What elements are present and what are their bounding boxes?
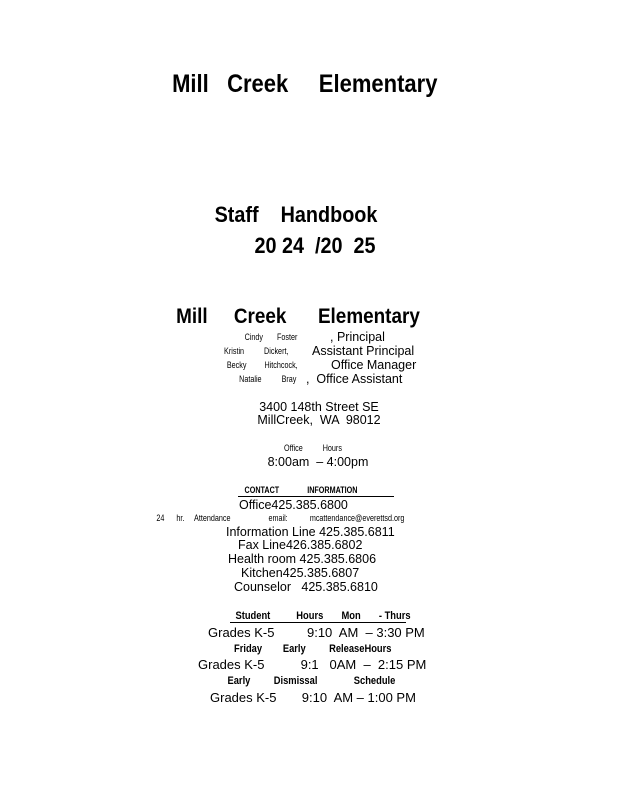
student-hours: Grades K-5 9:10 AM – 3:30 PM [208,625,425,640]
cover-school-name: Mill Creek Elementary [171,70,438,98]
info-school-name: Mill Creek Elementary [176,305,420,328]
contact-counselor: Counselor 425.385.6810 [234,580,378,594]
attendance-email: mcattendance@everettsd.org [309,513,405,523]
office-hours: 8:00am – 4:00pm [267,455,369,469]
contact-header: CONTACT INFORMATION [244,485,358,495]
handbook-title: Staff Handbook [214,202,378,227]
staff-name: Kristin Dickert, [224,346,289,356]
dismissal-header: Early Dismissal Schedule [227,675,396,687]
address-line2: MillCreek, WA 98012 [257,413,381,427]
office-hours-label: Office Hours [284,443,342,453]
friday-hours: Grades K-5 9:1 0AM – 2:15 PM [198,657,427,672]
contact-header-underline [238,496,394,497]
contact-information-line: Information Line 425.385.6811 [226,525,395,539]
contact-office: Office425.385.6800 [239,498,348,512]
staff-name: Cindy Foster [244,332,298,342]
contact-health-room: Health room 425.385.6806 [228,552,377,566]
staff-role: Office Manager [331,358,417,372]
staff-role: Assistant Principal [312,344,415,358]
dismissal-hours: Grades K-5 9:10 AM – 1:00 PM [210,690,416,705]
handbook-year: 20 24 /20 25 [254,233,376,258]
staff-name: Natalie Bray [239,374,297,384]
staff-role: , Office Assistant [306,372,403,386]
address-line1: 3400 148th Street SE [259,400,379,414]
friday-header: Friday Early ReleaseHours [234,643,392,655]
student-hours-header: Student Hours Mon - Thurs [235,610,411,622]
contact-kitchen: Kitchen425.385.6807 [241,566,360,580]
staff-role: , Principal [330,330,385,344]
attendance-label: 24 hr. Attendance email: [156,513,288,523]
student-hours-underline [230,622,406,623]
contact-fax-line: Fax Line426.385.6802 [238,538,363,552]
staff-name: Becky Hitchcock, [226,360,298,370]
